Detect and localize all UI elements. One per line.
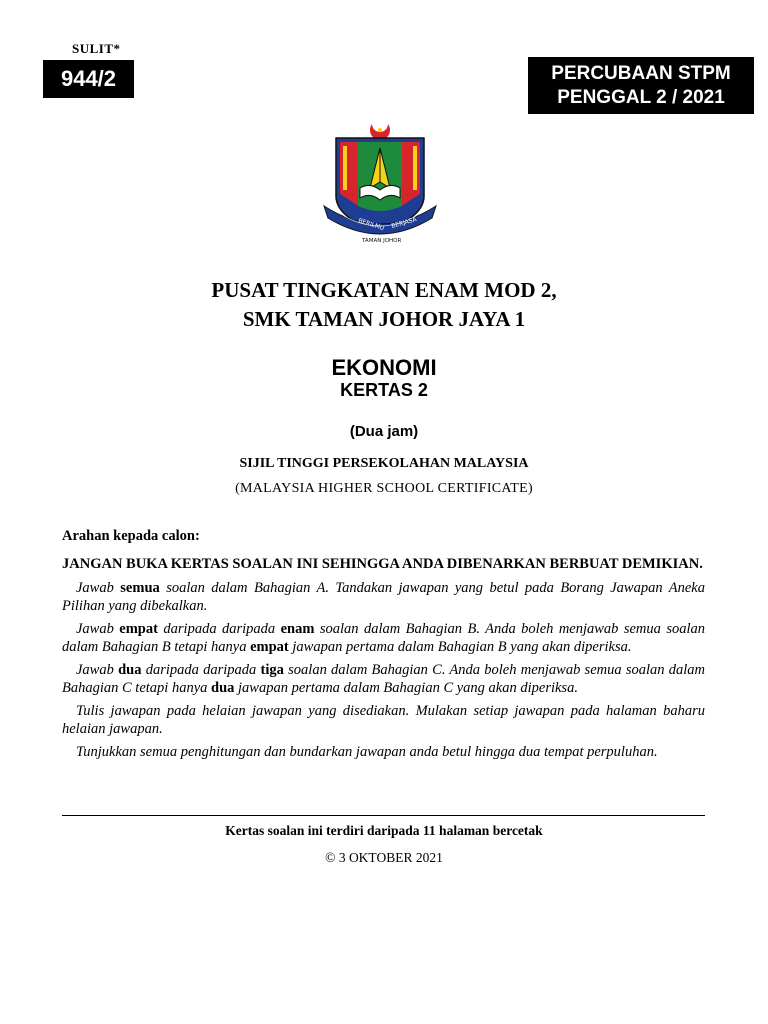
instruction-section-a: Jawab semua soalan dalam Bahagian A. Tandakan jawapan yang betul pada Borang Jawapan Aneka Pilihan yang dibekalkan. bbox=[62, 580, 705, 614]
page-count-note: Kertas soalan ini terdiri daripada 11 halaman bercetak bbox=[225, 823, 543, 838]
certificate-english: (MALAYSIA HIGHER SCHOOL CERTIFICATE) bbox=[235, 481, 533, 496]
school-name-line2: SMK TAMAN JOHOR JAYA 1 bbox=[242, 307, 526, 331]
paper-code: 944/2 bbox=[60, 66, 117, 91]
certificate-malay: SIJIL TINGGI PERSEKOLAHAN MALAYSIA bbox=[239, 456, 529, 471]
instructions-heading: Arahan kepada calon: bbox=[62, 528, 200, 544]
exam-title-line2: PENGGAL 2 / 2021 bbox=[557, 86, 725, 108]
crest-banner-right: BERJASA bbox=[390, 216, 418, 230]
copyright-date bbox=[0, 850, 768, 866]
crest-banner-left: BERILMU bbox=[357, 217, 386, 233]
crest-bottom-text: TAMAN JOHOR bbox=[362, 238, 402, 244]
instructions-warning: JANGAN BUKA KERTAS SOALAN INI SEHINGGA ANDA DIBENARKAN BERBUAT DEMIKIAN. bbox=[62, 556, 703, 572]
divider-line bbox=[62, 815, 705, 816]
instruction-section-c: Jawab dua daripada daripada tiga soalan dalam Bahagian C. Anda boleh menjawab semua soalan dalam Bahagian C tetapi hanya dua jawapan pertama dalam Bahagian C yang akan diperiksa. bbox=[62, 662, 706, 696]
instruction-section-b: Jawab empat daripada daripada enam soalan dalam Bahagian B. Anda boleh menjawab semua soalan dalam Bahagian B tetapi hanya empat jawapan pertama dalam Bahagian B yang akan diperiksa. bbox=[62, 621, 706, 655]
paper-code-box bbox=[43, 60, 134, 98]
instruction-rounding: Tunjukkan semua penghitungan dan bundarkan jawapan anda betul hingga dua tempat perpuluhan. bbox=[76, 744, 658, 760]
exam-duration: (Dua jam) bbox=[349, 423, 419, 440]
subject-title: EKONOMI bbox=[331, 355, 437, 380]
exam-title-line1: PERCUBAAN STPM bbox=[551, 62, 731, 84]
exam-title-box bbox=[528, 57, 754, 114]
copyright-icon: © bbox=[325, 850, 336, 865]
paper-number: KERTAS 2 bbox=[340, 380, 428, 400]
exam-date: 3 OKTOBER 2021 bbox=[338, 850, 443, 865]
classification-label: SULIT* bbox=[72, 41, 121, 56]
school-crest-logo bbox=[314, 118, 446, 250]
school-name-line1: PUSAT TINGKATAN ENAM MOD 2, bbox=[211, 278, 557, 302]
instructions-section bbox=[62, 527, 705, 766]
instruction-answer-sheet: Tulis jawapan pada helaian jawapan yang disediakan. Mulakan setiap jawapan pada halaman baharu helaian jawapan. bbox=[62, 703, 705, 737]
